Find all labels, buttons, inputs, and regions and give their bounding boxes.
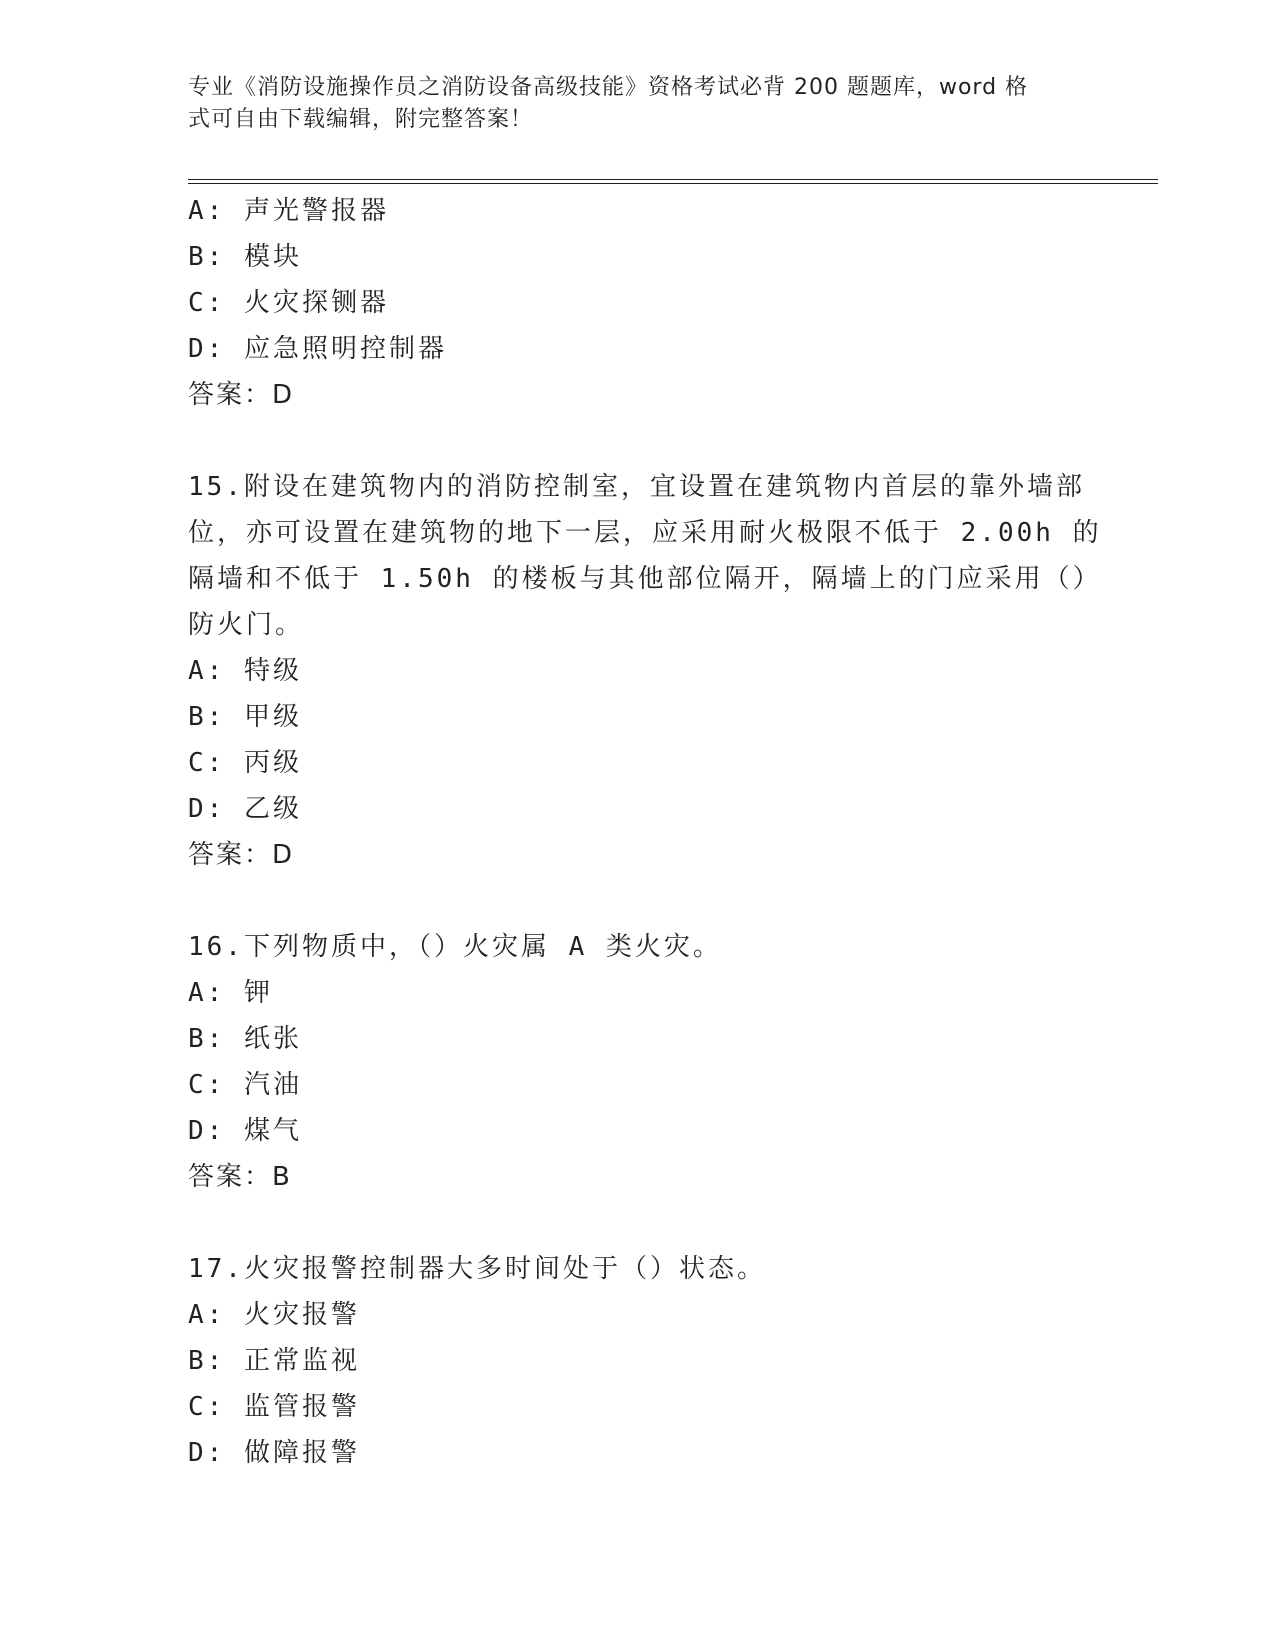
option-d: D: 乙级	[188, 794, 302, 824]
option-d: D: 应急照明控制器	[188, 334, 447, 364]
option-d: D: 煤气	[188, 1116, 302, 1146]
option-b: B: 纸张	[188, 1024, 302, 1054]
document-body	[188, 188, 1102, 1476]
option-b: B: 甲级	[188, 702, 302, 732]
option-a: A: 火灾报警	[188, 1300, 360, 1330]
question-17	[188, 1246, 1088, 1476]
answer: 答案：D	[188, 380, 295, 410]
question-14	[188, 188, 1088, 418]
page-header	[188, 72, 1078, 136]
question-stem: 15.附设在建筑物内的消防控制室，宜设置在建筑物内首层的靠外墙部	[188, 472, 1085, 502]
answer: 答案：B	[188, 1162, 292, 1192]
question-stem: 位，亦可设置在建筑物的地下一层，应采用耐火极限不低于 2.00h 的	[188, 518, 1102, 548]
header-line: 式可自由下载编辑，附完整答案！	[188, 107, 534, 132]
question-16	[188, 924, 1088, 1200]
answer: 答案：D	[188, 840, 295, 870]
question-stem: 16.下列物质中，（）火灾属 A 类火灾。	[188, 932, 722, 962]
option-c: C: 监管报警	[188, 1392, 360, 1422]
question-stem: 17.火灾报警控制器大多时间处于（）状态。	[188, 1254, 766, 1284]
option-b: B: 模块	[188, 242, 302, 272]
option-c: C: 汽油	[188, 1070, 302, 1100]
option-b: B: 正常监视	[188, 1346, 360, 1376]
option-a: A: 特级	[188, 656, 302, 686]
question-stem: 隔墙和不低于 1.50h 的楼板与其他部位隔开，隔墙上的门应采用（）	[188, 564, 1102, 594]
header-divider	[188, 179, 1158, 184]
option-d: D: 做障报警	[188, 1438, 360, 1468]
option-c: C: 火灾探铡器	[188, 288, 389, 318]
question-15	[188, 464, 1102, 878]
header-line: 专业《消防设施操作员之消防设备高级技能》资格考试必背 200 题题库，word 格	[188, 75, 1029, 100]
question-stem: 防火门。	[188, 610, 305, 640]
option-a: A: 声光警报器	[188, 196, 389, 226]
option-c: C: 丙级	[188, 748, 302, 778]
option-a: A: 钾	[188, 978, 273, 1008]
